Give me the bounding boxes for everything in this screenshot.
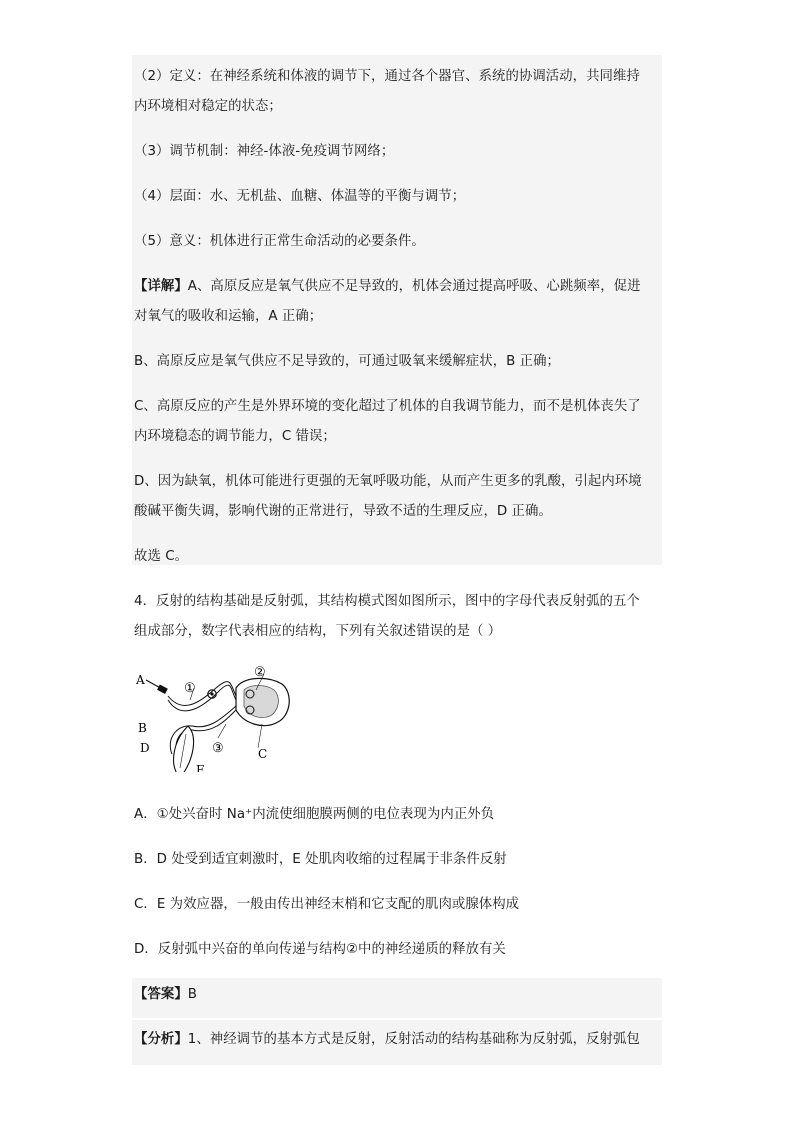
text-line-definition-cont: 内环境相对稳定的状态；	[134, 99, 282, 114]
answer-value: B	[187, 987, 198, 1002]
text-line-significance: （5）意义：机体进行正常生命活动的必要条件。	[134, 234, 425, 249]
text-line-level: （4）层面：水、无机盐、血糖、体温等的平衡与调节；	[134, 189, 466, 204]
text-line-detail-c-cont: 内环境稳态的调节能力，C 错误；	[134, 429, 336, 444]
question-4-stem: 4．反射的结构基础是反射弧，其结构模式图如图所示，图中的字母代表反射弧的五个	[134, 594, 640, 609]
label-number-1: ①	[184, 681, 196, 696]
afferent-nerve-path	[168, 682, 236, 706]
analysis-label: 【分析】	[134, 1032, 188, 1047]
reflex-arc-diagram	[132, 660, 292, 772]
option-b: B．D 处受到适宜刺激时，E 处肌肉收缩的过程属于非条件反射	[134, 852, 507, 867]
stimulus-needle-tip	[157, 684, 168, 694]
text-line-detail-c: C、高原反应的产生是外界环境的变化超过了机体的自我调节能力，而不是机体丧失了	[134, 399, 641, 414]
label-e: E	[196, 763, 205, 772]
answer-line	[134, 986, 662, 1004]
reflex-arc-svg	[132, 660, 292, 772]
analysis-line	[134, 1031, 662, 1049]
text-line-mechanism: （3）调节机制：神经-体液-免疫调节网络；	[134, 144, 395, 159]
detail-a-text: A、高原反应是氧气供应不足导致的，机体会通过提高呼吸、心跳频率，促进	[187, 279, 641, 294]
text-line-detail-d-cont: 酸碱平衡失调，影响代谢的正常进行，导致不适的生理反应，D 正确。	[134, 504, 552, 519]
option-a: A．①处兴奋时 Na⁺内流使细胞膜两侧的电位表现为内正外负	[134, 807, 495, 822]
label-c: C	[258, 747, 268, 761]
detail-label: 【详解】	[134, 279, 188, 294]
label-number-2: ②	[254, 665, 266, 680]
afferent-nerve-path-2	[168, 685, 236, 711]
text-line-choose-c: 故选 C。	[134, 549, 189, 564]
label-a: A	[136, 673, 145, 687]
label-d: D	[140, 741, 150, 755]
question-4-stem-cont: 组成部分，数字代表相应的结构，下列有关叙述错误的是（ ）	[134, 624, 502, 639]
text-line-detail-a	[134, 278, 662, 296]
leader-c	[258, 724, 262, 748]
analysis-text: 1、神经调节的基本方式是反射，反射活动的结构基础称为反射弧，反射弧包	[187, 1032, 640, 1047]
label-number-3: ③	[212, 741, 224, 756]
ganglion-dot	[210, 692, 213, 695]
text-line-definition: （2）定义：在神经系统和体液的调节下，通过各个器官、系统的协调活动，共同维持	[134, 69, 640, 84]
text-line-detail-b: B、高原反应是氧气供应不足导致的，可通过吸氧来缓解症状，B 正确；	[134, 354, 560, 369]
text-line-detail-a-cont: 对氧气的吸收和运输，A 正确；	[134, 309, 323, 324]
label-b: B	[138, 721, 147, 735]
text-line-detail-d: D、因为缺氧，机体可能进行更强的无氧呼吸功能，从而产生更多的乳酸，引起内环境	[134, 474, 642, 489]
option-c: C．E 为效应器，一般由传出神经末梢和它支配的肌肉或腺体构成	[134, 897, 520, 912]
leader-3	[218, 724, 226, 738]
answer-label: 【答案】	[134, 987, 188, 1002]
option-d: D．反射弧中兴奋的单向传递与结构②中的神经递质的释放有关	[134, 942, 506, 957]
